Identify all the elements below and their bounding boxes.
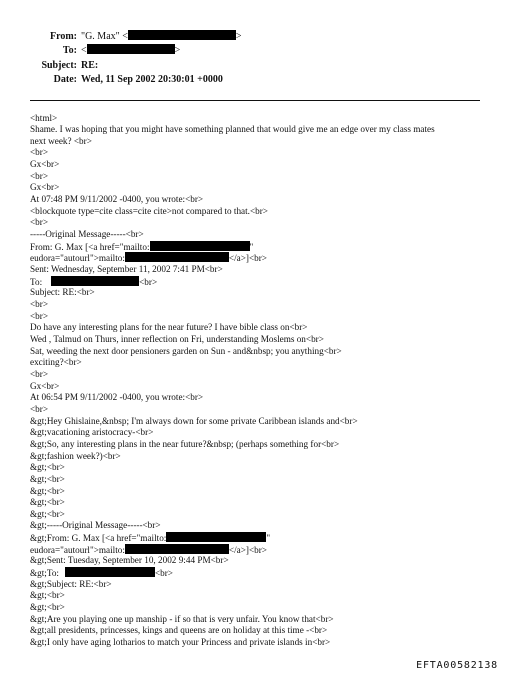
body-line: &gt;Subject: RE:<br> xyxy=(30,578,112,589)
body-line-text: &gt;From: G. Max [<a href="mailto: xyxy=(30,533,167,544)
body-line: &gt;<br> xyxy=(30,508,65,519)
body-line: Sat, weeding the next door pensioners garden on Sun - and&nbsp; you anything<br> xyxy=(30,345,342,356)
body-line: -----Original Message-----<br> xyxy=(30,229,144,240)
document-id: EFTA00582138 xyxy=(416,660,498,671)
body-line: At 06:54 PM 9/11/2002 -0400, you wrote:<br> xyxy=(30,392,204,403)
body-line xyxy=(30,544,485,556)
to-row xyxy=(0,44,512,58)
body-line-text: To: xyxy=(30,276,43,287)
body-line-text: From: G. Max [<a href="mailto: xyxy=(30,241,150,252)
body-line: &gt;So, any interesting plans in the near future?&nbsp; (perhaps something for<br> xyxy=(30,438,340,449)
body-line: &gt;-----Original Message-----<br> xyxy=(30,520,161,531)
body-line: &gt;<br> xyxy=(30,590,65,601)
body-line: Sent: Wednesday, September 11, 2002 7:41 PM<br> xyxy=(30,264,223,275)
redaction-box xyxy=(150,241,250,251)
body-line xyxy=(30,252,485,264)
body-line: <br> xyxy=(30,403,49,414)
to-label: To: xyxy=(62,45,77,57)
body-line: &gt;<br> xyxy=(30,462,65,473)
body-line: &gt;I only have aging lotharios to match your Princess and private islands in<br> xyxy=(30,637,331,648)
redaction-box xyxy=(166,532,266,542)
body-line: Do have any interesting plans for the near future? I have bible class on<br> xyxy=(30,322,308,333)
body-line: &gt;<br> xyxy=(30,497,65,508)
body-line: Gx<br> xyxy=(30,182,60,193)
body-line-text: " xyxy=(266,533,271,544)
body-line xyxy=(30,276,485,288)
date-value: Wed, 11 Sep 2002 20:30:01 +0000 xyxy=(81,73,223,85)
from-name: "G. Max" < xyxy=(81,31,128,42)
from-row xyxy=(0,30,512,44)
body-line: <br> xyxy=(30,368,49,379)
body-line: &gt;<br> xyxy=(30,485,65,496)
body-line: &gt;Are you playing one up manship - if so that is very unfair. You know that<br> xyxy=(30,613,334,624)
body-line-text: </a>]<br> xyxy=(228,544,267,555)
body-line: Gx<br> xyxy=(30,159,60,170)
body-line: Shame. I was hoping that you might have something planned that would give me an edge over my class mates xyxy=(30,124,435,135)
subject-row xyxy=(0,59,512,73)
body-line xyxy=(30,532,485,544)
body-line: <br> xyxy=(30,299,49,309)
from-value xyxy=(81,30,242,44)
date-label: Date: xyxy=(53,73,77,85)
date-row xyxy=(0,73,512,87)
redaction-box xyxy=(125,252,229,262)
redaction-box xyxy=(65,567,155,577)
body-line: &gt;<br> xyxy=(30,602,65,613)
body-line: <br> xyxy=(30,170,49,181)
body-line xyxy=(30,241,485,253)
body-line-text: eudora="autourl">mailto: xyxy=(30,544,125,555)
body-line-text: " xyxy=(249,241,254,252)
body-line: <br> xyxy=(30,310,49,321)
to-value xyxy=(81,44,180,58)
from-label: From: xyxy=(49,31,77,42)
from-suffix: > xyxy=(235,31,242,42)
body-line: <br> xyxy=(30,217,49,228)
redaction-box xyxy=(87,44,175,54)
email-header xyxy=(0,30,512,87)
body-line-text: </a>]<br> xyxy=(228,253,267,264)
body-line: <br> xyxy=(30,147,49,158)
body-line-text: eudora="autourl">mailto: xyxy=(30,253,125,264)
body-line-text: <br> xyxy=(154,568,173,579)
body-line xyxy=(30,567,485,579)
subject-label: Subject: xyxy=(41,59,77,71)
body-line: At 07:48 PM 9/11/2002 -0400, you wrote:<br> xyxy=(30,194,204,205)
body-line: Wed , Talmud on Thurs, inner reflection on Fri, understanding Moslems on<br> xyxy=(30,333,324,344)
to-suffix: > xyxy=(174,45,181,57)
body-line-text: <br> xyxy=(139,276,158,287)
redaction-box xyxy=(125,544,229,554)
body-line: Gx<br> xyxy=(30,380,60,391)
body-line: exciting?<br> xyxy=(30,357,82,368)
body-line: Subject: RE:<br> xyxy=(30,287,95,298)
redaction-box xyxy=(128,30,236,40)
body-line: &gt;all presidents, princesses, kings and queens are on holiday at this time -<br> xyxy=(30,625,328,636)
body-line: <blockquote type=cite class=cite cite>not compared to that.<br> xyxy=(30,205,268,216)
email-body xyxy=(30,113,485,649)
body-line: &gt;fashion week?)<br> xyxy=(30,450,121,461)
body-line: next week? <br> xyxy=(30,135,92,146)
header-divider xyxy=(30,100,480,101)
subject-value: RE: xyxy=(81,59,99,71)
body-line: &gt;vacationing aristocracy-<br> xyxy=(30,427,154,438)
body-line: &gt;<br> xyxy=(30,473,65,484)
body-line: &gt;Hey Ghislaine,&nbsp; I'm always down for some private Caribbean islands and<br> xyxy=(30,415,358,426)
body-line: <html> xyxy=(30,112,58,123)
redaction-box xyxy=(51,276,139,286)
to-prefix: < xyxy=(81,45,87,57)
body-line: &gt;Sent: Tuesday, September 10, 2002 9:44 PM<br> xyxy=(30,555,229,566)
body-line-text: &gt;To: xyxy=(30,568,59,579)
